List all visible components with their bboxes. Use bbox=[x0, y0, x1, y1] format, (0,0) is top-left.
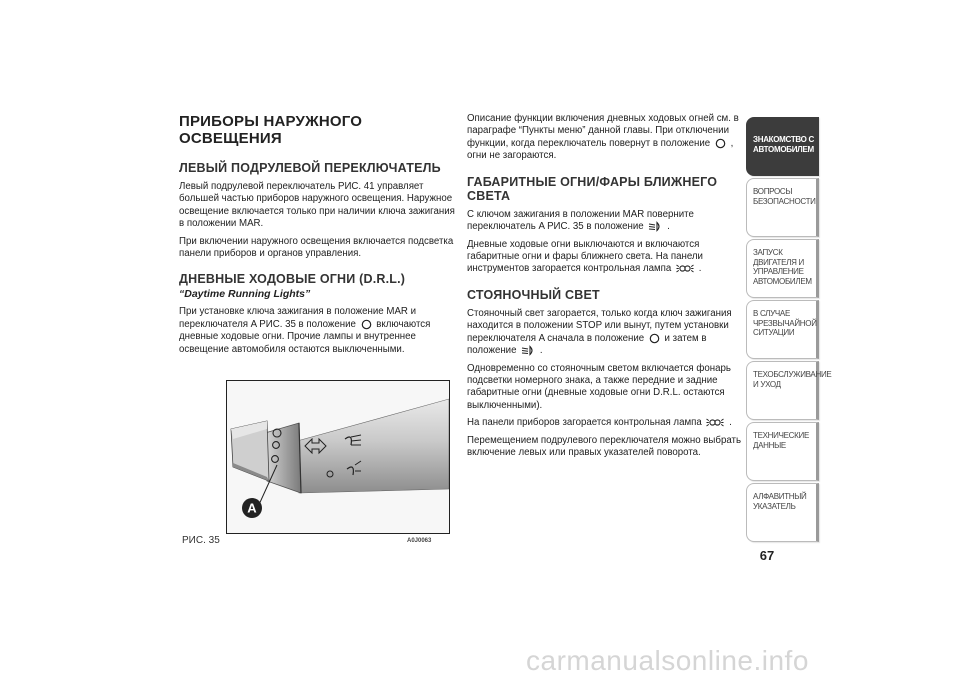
tab-technical-data[interactable]: ТЕХНИЧЕСКИЕ ДАННЫЕ bbox=[746, 422, 819, 481]
paragraph: При установке ключа зажигания в положение MAR и переключателя A РИС. 35 в положение включаются дневные ходовые огни. Прочие лампы и внутреннее освещение автомобиля остаются выключенными. bbox=[179, 306, 431, 355]
tab-vehicle-overview[interactable]: ЗНАКОМСТВО С АВТОМОБИЛЕМ bbox=[746, 117, 819, 176]
section-heading-drl: ДНЕВНЫЕ ХОДОВЫЕ ОГНИ (D.R.L.) bbox=[179, 272, 406, 287]
paragraph: При включении наружного освещения включается подсветка панели приборов и органов управления. bbox=[179, 235, 454, 260]
paragraph: Перемещением подрулевого переключателя можно выбрать включение левых или правых указателей поворота. bbox=[467, 434, 741, 459]
right-column bbox=[467, 113, 742, 465]
off-position-icon bbox=[649, 333, 660, 344]
off-position-icon bbox=[361, 319, 372, 330]
tab-emergency[interactable]: В СЛУЧАЕ ЧРЕЗВЫЧАЙНОЙ СИТУАЦИИ bbox=[746, 300, 819, 359]
stalk-switch-illustration bbox=[227, 381, 449, 533]
left-column bbox=[179, 113, 457, 361]
tab-index[interactable]: АЛФАВИТНЫЙ УКАЗАТЕЛЬ bbox=[746, 483, 819, 542]
paragraph: Левый подрулевой переключатель РИС. 41 управляет большей частью приборов наружного освещения. Наружное освещение включается только при наличии ключа зажигания в положении MAR. bbox=[179, 181, 455, 230]
low-beam-icon bbox=[521, 345, 535, 356]
figure-caption: РИС. 35 bbox=[182, 535, 220, 546]
section-heading-left-switch: ЛЕВЫЙ ПОДРУЛЕВОЙ ПЕРЕКЛЮЧАТЕЛЬ bbox=[179, 161, 441, 175]
section-subtitle-drl: “Daytime Running Lights” bbox=[179, 288, 311, 301]
paragraph: С ключом зажигания в положении MAR поверните переключатель A РИС. 35 в положение . bbox=[467, 208, 694, 233]
paragraph: Одновременно со стояночным светом включается фонарь подсветки номерного знака, а также передние и задние габаритные огни (дневные ходовые огни D.R.L. остаются выключенными). bbox=[467, 362, 731, 411]
section-heading-low-beam: ГАБАРИТНЫЕ ОГНИ/ФАРЫ БЛИЖНЕГО СВЕТА bbox=[467, 174, 718, 203]
paragraph: Стояночный свет загорается, только когда ключ зажигания находится в положении STOP или вынут, путем установки переключателя A сначала в положение и затем в положение . bbox=[467, 307, 732, 357]
stalk-switch-figure bbox=[226, 380, 450, 534]
tab-starting-driving[interactable]: ЗАПУСК ДВИГАТЕЛЯ И УПРАВЛЕНИЕ АВТОМОБИЛЕМ bbox=[746, 239, 819, 298]
page-number: 67 bbox=[759, 548, 775, 563]
chapter-tabs bbox=[746, 117, 832, 544]
side-lights-warning-icon bbox=[676, 263, 694, 274]
tab-safety[interactable]: ВОПРОСЫ БЕЗОПАСНОСТИ bbox=[746, 178, 819, 237]
figure-code: A0J0063 bbox=[407, 538, 432, 544]
callout-a-label: A bbox=[247, 500, 257, 516]
low-beam-icon bbox=[648, 221, 662, 232]
page-title: ПРИБОРЫ НАРУЖНОГО ОСВЕЩЕНИЯ bbox=[179, 113, 363, 147]
tab-maintenance[interactable]: ТЕХОБСЛУЖИВАНИЕ И УХОД bbox=[746, 361, 819, 420]
watermark: carmanualsonline.info bbox=[526, 645, 809, 676]
section-heading-parking-lights: СТОЯНОЧНЫЙ СВЕТ bbox=[467, 287, 600, 302]
side-lights-warning-icon bbox=[706, 417, 724, 428]
off-position-icon bbox=[715, 138, 726, 149]
paragraph: На панели приборов загорается контрольная лампа . bbox=[467, 417, 732, 429]
paragraph: Дневные ходовые огни выключаются и включаются габаритные огни и фары ближнего света. На панели инструментов загорается контрольная лампа . bbox=[467, 238, 703, 275]
paragraph: Описание функции включения дневных ходовых огней см. в параграфе “Пункты меню” данной главы. При отключении функции, когда переключатель повернут в положение , огни не загораются. bbox=[467, 113, 739, 162]
